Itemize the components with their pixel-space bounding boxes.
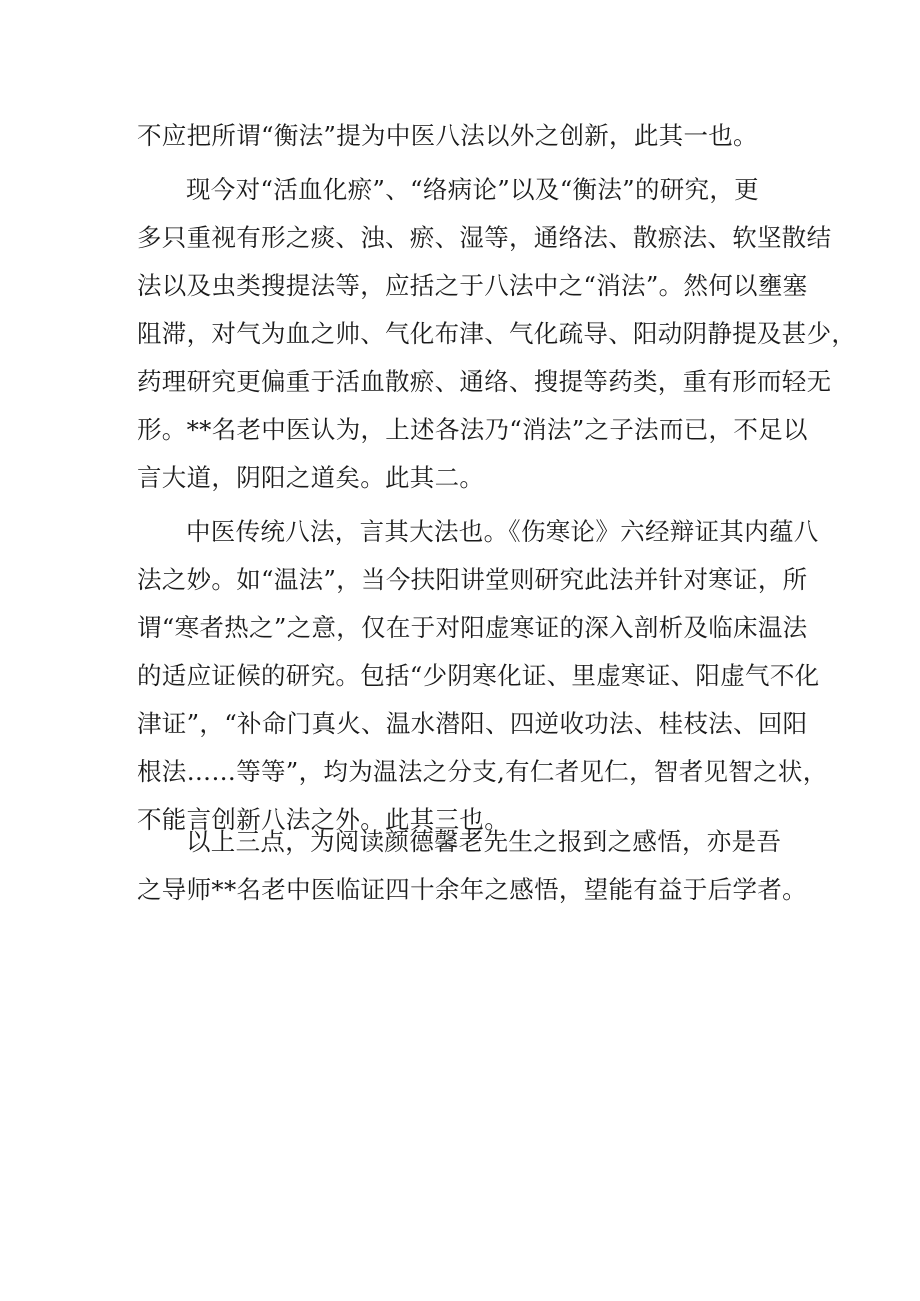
paragraph-2-line: 阻滞，对气为血之帅、气化布津、气化疏导、阳动阴静提及甚少，	[137, 319, 857, 348]
paragraph-2-line: 形。**名老中医认为，上述各法乃“消法”之子法而已，不足以	[137, 415, 808, 444]
paragraph-4-line: 之导师**名老中医临证四十余年之感悟，望能有益于后学者。	[137, 875, 807, 904]
paragraph-2-line: 多只重视有形之痰、浊、瘀、湿等，通络法、散瘀法、软坚散结	[137, 223, 832, 252]
paragraph-2-line: 现今对“活血化瘀”、“络病论”以及“衡法”的研究，更	[186, 175, 759, 204]
paragraph-3-line: 的适应证候的研究。包括“少阴寒化证、里虚寒证、阳虚气不化	[137, 661, 820, 690]
body-text	[137, 112, 857, 844]
paragraph-3-line: 津证”，“补命门真火、温水潜阳、四逆收功法、桂枝法、回阳	[137, 709, 808, 738]
paragraph-2-line: 法以及虫类搜提法等，应括之于八法中之“消法”。然何以壅塞	[137, 271, 808, 300]
paragraph-3-line: 根法……等等”，均为温法之分支,有仁者见仁，智者见智之状，	[137, 757, 828, 786]
paragraph-4-line: 以上三点，为阅读颜德馨老先生之报到之感悟，亦是吾	[186, 827, 782, 856]
paragraph-3-line: 不能言创新八法之外。此其三也。	[137, 805, 509, 834]
paragraph-2-line: 药理研究更偏重于活血散瘀、通络、搜提等药类，重有形而轻无	[137, 367, 832, 396]
paragraph-3-line: 中医传统八法，言其大法也。《伤寒论》六经辩证其内蕴八	[186, 517, 819, 546]
paragraph-3-line: 法之妙。如“温法”，当今扶阳讲堂则研究此法并针对寒证，所	[137, 565, 808, 594]
closing-paragraph	[137, 818, 807, 914]
paragraph-3-line: 谓“寒者热之”之意，仅在于对阳虚寒证的深入剖析及临床温法	[137, 613, 808, 642]
paragraph-2-line: 言大道，阴阳之道矣。此其二。	[137, 463, 485, 492]
paragraph-1-line: 不应把所谓“衡法”提为中医八法以外之创新，此其一也。	[137, 121, 758, 150]
